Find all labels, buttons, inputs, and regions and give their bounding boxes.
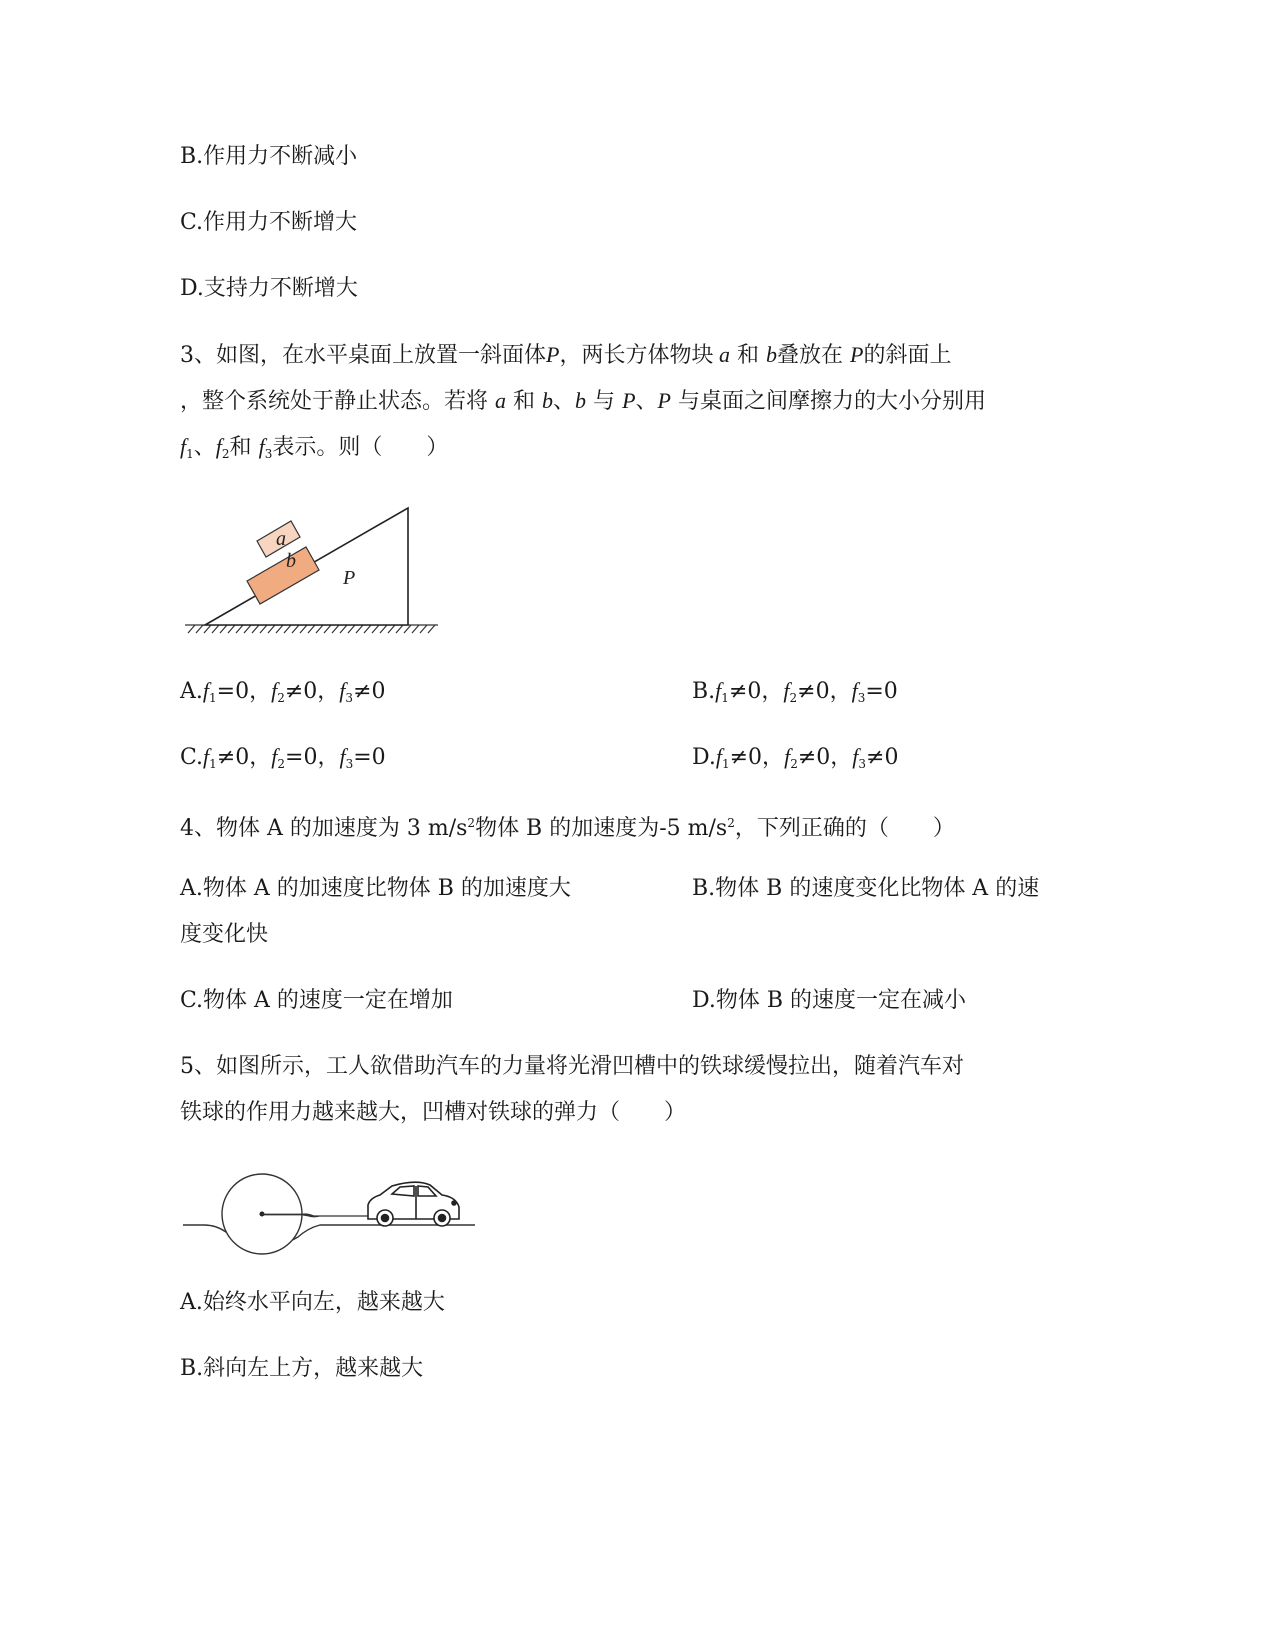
- car-icon: [368, 1182, 459, 1226]
- q4-option-a: A.物体 A 的加速度比物体 B 的加速度大: [180, 876, 571, 901]
- q2-option-d: D.支持力不断增大: [180, 276, 358, 301]
- q2-option-c: C.作用力不断增大: [180, 210, 358, 235]
- q5-option-b: B.斜向左上方，越来越大: [180, 1356, 424, 1381]
- groove-car-figure: [180, 1165, 480, 1260]
- q3-option-d: $D.f_1\ne 0$，$f_2\ne 0$，$f_3\ne 0$: [692, 744, 899, 771]
- q3-stem-line-2: ，整个系统处于静止状态。若将 a 和 b、b 与 P、P 与桌面之间摩擦力的大小分别用: [180, 388, 986, 414]
- q3-option-a: $A.f_1=0$，$f_2\ne 0$，$f_3\ne 0$: [180, 678, 386, 705]
- q3-option-b: $B.f_1\ne 0$，$f_2\ne 0$，$f_3=0$: [692, 678, 898, 705]
- q5-stem-line-2: 铁球的作用力越来越大，凹槽对铁球的弹力（ ）: [180, 1100, 687, 1125]
- q4-option-c: C.物体 A 的速度一定在增加: [180, 988, 453, 1013]
- q5-option-a: A.始终水平向左，越来越大: [180, 1290, 445, 1315]
- q4-stem: 4、物体 A 的加速度为 3 $m/s^2$物体 B 的加速度为-5 $m/s^2$，下列正确的（ ）: [180, 816, 955, 841]
- label-p: P: [343, 567, 356, 589]
- q5-stem-line-1: 5、如图所示，工人欲借助汽车的力量将光滑凹槽中的铁球缓慢拉出，随着汽车对: [180, 1054, 964, 1079]
- label-a: a: [276, 528, 286, 550]
- ground-hatching: [185, 625, 438, 633]
- label-b: b: [286, 550, 296, 572]
- q2-option-b: B.作用力不断减小: [180, 144, 358, 169]
- q4-option-b: B.物体 B 的速度变化比物体 A 的速: [692, 876, 1040, 901]
- q3-stem-line-3: $f_1$、$f_2$和 $f_3$表示。则（ ）: [180, 434, 449, 461]
- q3-option-c: $C.f_1\ne 0$，$f_2=0$，$f_3=0$: [180, 744, 386, 771]
- q4-option-d: D.物体 B 的速度一定在减小: [692, 988, 967, 1013]
- q3-stem-line-1: 3、如图，在水平桌面上放置一斜面体P，两长方体物块 a 和 b叠放在 P的斜面上: [180, 342, 952, 368]
- incline-figure: [180, 500, 445, 640]
- q4-option-b-continued: 度变化快: [180, 922, 269, 947]
